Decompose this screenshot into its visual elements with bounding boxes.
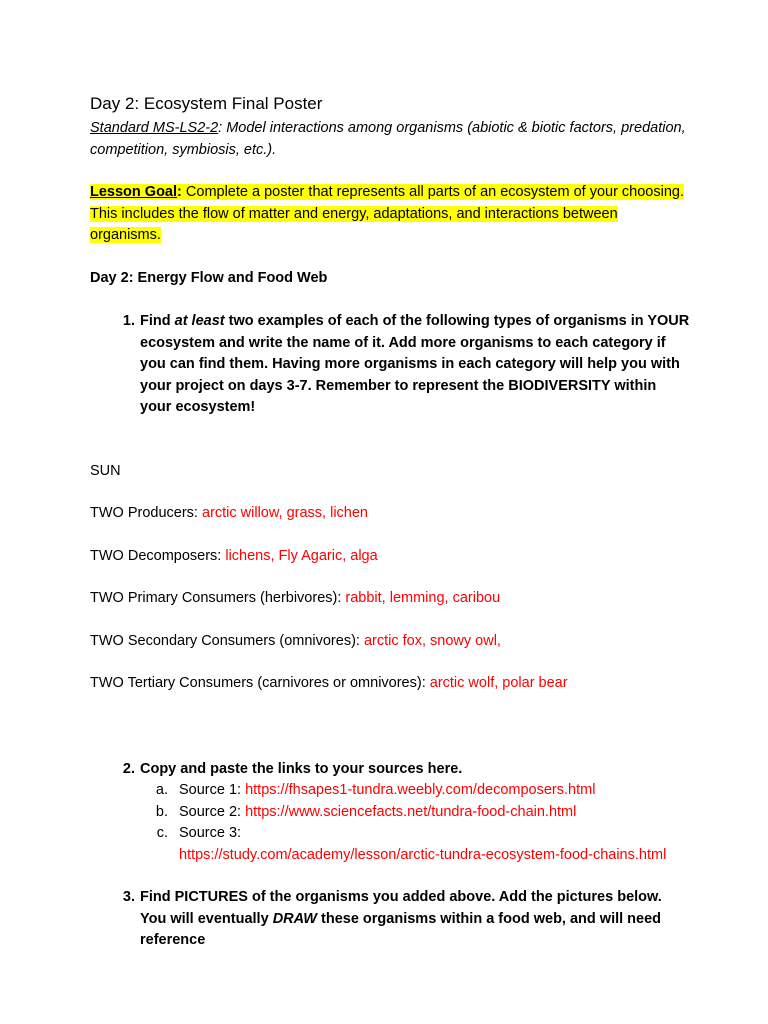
sun-label: SUN	[90, 462, 121, 479]
standard-line	[90, 118, 690, 161]
organism-answer: lichens, Fly Agaric, alga	[225, 547, 378, 564]
step-1-number: 1.	[122, 313, 135, 329]
step-3-text-b: these organisms within a food web, and will need reference	[140, 910, 662, 948]
step-1	[90, 311, 690, 419]
source-item-3	[90, 823, 690, 866]
step-1-text	[135, 311, 690, 419]
organism-row-producers	[90, 503, 690, 525]
source-link[interactable]: https://fhsapes1-tundra.weebly.com/decomposers.html	[245, 782, 596, 798]
source-label: Source 3:	[179, 825, 242, 841]
step-2	[90, 759, 690, 781]
step-2-text: Copy and paste the links to your sources here.	[140, 760, 463, 777]
page-title: Day 2: Ecosystem Final Poster	[90, 94, 323, 113]
source-letter: c.	[156, 825, 168, 841]
source-link[interactable]: https://www.sciencefacts.net/tundra-food-chain.html	[245, 803, 577, 820]
organism-label: TWO Producers:	[90, 505, 202, 521]
source-label: Source 2:	[179, 803, 246, 820]
source-letter: a.	[155, 782, 168, 798]
source-label: Source 1:	[179, 782, 246, 798]
source-text	[168, 823, 679, 866]
step-3-text-a: Find PICTURES of the organisms you added above. Add the pictures below. You will eventually	[140, 889, 662, 927]
lesson-goal-text: Complete a poster that represents all parts of an ecosystem of your choosing. This includes the flow of matter and energy, adaptations, and interactions between organisms.	[90, 184, 684, 243]
standard-text: : Model interactions among organisms (abiotic & biotic factors, predation, competition, symbiosis, etc.).	[90, 120, 686, 158]
organism-label: TWO Decomposers:	[90, 547, 226, 564]
organism-row-decomposers	[90, 546, 690, 568]
organism-row-secondary	[90, 631, 690, 653]
source-text	[168, 780, 595, 802]
step-3-text-emphasis: DRAW	[272, 910, 317, 927]
lesson-goal-label: Lesson Goal	[90, 184, 178, 200]
source-text	[168, 802, 576, 824]
standard-label: Standard MS-LS2-2	[90, 120, 219, 136]
organism-answer: arctic willow, grass, lichen	[202, 505, 368, 521]
step-2-number: 2.	[122, 760, 135, 777]
section-heading: Day 2: Energy Flow and Food Web	[90, 269, 328, 286]
step-3-number: 3.	[122, 889, 135, 905]
lesson-goal-colon: :	[177, 184, 182, 200]
source-item-1	[90, 780, 690, 802]
organism-answer: arctic fox, snowy owl,	[363, 632, 501, 649]
step-1-text-emphasis: at least	[174, 313, 225, 329]
organism-label: TWO Primary Consumers (herbivores):	[90, 590, 346, 606]
organism-label: TWO Tertiary Consumers (carnivores or omnivores):	[90, 675, 430, 691]
organism-row-tertiary	[90, 673, 690, 695]
organism-label: TWO Secondary Consumers (omnivores):	[90, 632, 364, 649]
step-3	[90, 887, 690, 952]
organism-answer: rabbit, lemming, caribou	[345, 590, 501, 606]
step-2-body	[135, 759, 462, 781]
source-letter: b.	[155, 803, 168, 820]
step-3-text	[135, 887, 690, 952]
organism-row-primary	[90, 588, 690, 610]
document-page	[90, 92, 690, 952]
lesson-goal	[90, 182, 690, 247]
step-1-text-a: Find	[140, 313, 175, 329]
step-1-text-b: two examples of each of the following types of organisms in YOUR ecosystem and write the name of it. Add more organisms to each category if you can find them. Having more organisms in each category will help you with your project on days 3-7. Remember to represent the BIODIVERSITY within your ecosystem!	[140, 313, 690, 415]
source-link[interactable]: https://study.com/academy/lesson/arctic-tundra-ecosystem-food-chains.html	[179, 846, 667, 863]
organism-answer: arctic wolf, polar bear	[429, 675, 568, 691]
source-item-2	[90, 802, 690, 824]
